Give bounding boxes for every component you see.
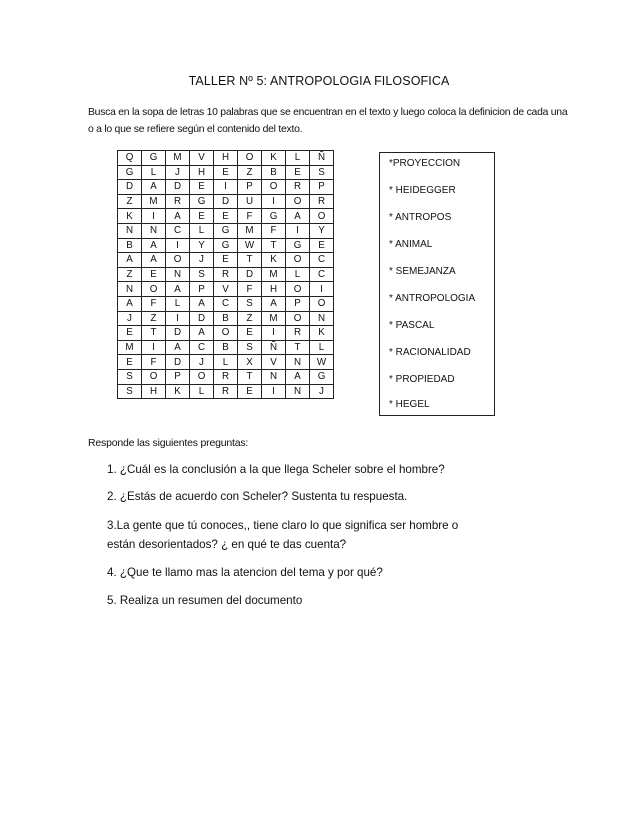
questions-heading: Responde las siguientes preguntas: — [88, 437, 249, 449]
grid-cell: Z — [142, 311, 166, 326]
grid-cell: A — [286, 369, 310, 384]
grid-cell: R — [310, 194, 334, 209]
grid-cell: H — [262, 282, 286, 297]
grid-cell: M — [262, 311, 286, 326]
grid-cell: S — [310, 165, 334, 180]
grid-cell: Z — [238, 165, 262, 180]
grid-cell: N — [118, 282, 142, 297]
grid-cell: D — [166, 355, 190, 370]
word-list-item: * ANTROPOLOGIA — [389, 293, 476, 304]
grid-row — [118, 311, 334, 326]
word-list-box — [379, 152, 495, 416]
grid-cell: L — [310, 340, 334, 355]
grid-cell: A — [166, 340, 190, 355]
grid-cell: D — [238, 267, 262, 282]
grid-cell: G — [142, 151, 166, 166]
grid-cell: I — [214, 180, 238, 195]
grid-row — [118, 180, 334, 195]
word-search-grid — [117, 150, 334, 399]
word-list-item: * RACIONALIDAD — [389, 347, 471, 358]
grid-cell: B — [262, 165, 286, 180]
grid-cell: P — [190, 282, 214, 297]
grid-row — [118, 326, 334, 341]
grid-cell: L — [286, 151, 310, 166]
grid-cell: F — [262, 223, 286, 238]
grid-cell: I — [166, 311, 190, 326]
grid-cell: P — [238, 180, 262, 195]
grid-cell: M — [118, 340, 142, 355]
grid-cell: M — [262, 267, 286, 282]
grid-cell: O — [214, 326, 238, 341]
grid-cell: A — [262, 296, 286, 311]
grid-row — [118, 296, 334, 311]
grid-row — [118, 384, 334, 399]
grid-cell: B — [118, 238, 142, 253]
grid-cell: T — [238, 369, 262, 384]
grid-cell: O — [166, 253, 190, 268]
grid-cell: I — [286, 223, 310, 238]
grid-cell: D — [118, 180, 142, 195]
grid-row — [118, 194, 334, 209]
grid-cell: K — [166, 384, 190, 399]
grid-cell: V — [214, 282, 238, 297]
grid-cell: W — [238, 238, 262, 253]
word-list-item: * HEGEL — [389, 399, 430, 410]
grid-cell: A — [142, 180, 166, 195]
grid-cell: A — [118, 296, 142, 311]
grid-cell: O — [142, 282, 166, 297]
grid-cell: J — [190, 253, 214, 268]
grid-cell: I — [142, 340, 166, 355]
grid-cell: Z — [238, 311, 262, 326]
grid-cell: A — [166, 209, 190, 224]
grid-cell: W — [310, 355, 334, 370]
grid-cell: G — [310, 369, 334, 384]
grid-cell: Z — [118, 194, 142, 209]
grid-cell: S — [238, 340, 262, 355]
grid-cell: F — [142, 355, 166, 370]
grid-cell: E — [190, 180, 214, 195]
grid-cell: O — [286, 253, 310, 268]
grid-cell: O — [238, 151, 262, 166]
grid-cell: E — [214, 253, 238, 268]
grid-cell: O — [262, 180, 286, 195]
grid-cell: G — [214, 223, 238, 238]
grid-cell: E — [142, 267, 166, 282]
grid-cell: B — [214, 340, 238, 355]
grid-cell: I — [262, 326, 286, 341]
grid-row — [118, 267, 334, 282]
grid-cell: U — [238, 194, 262, 209]
grid-cell: X — [238, 355, 262, 370]
word-list-item: * PASCAL — [389, 320, 435, 331]
grid-cell: I — [166, 238, 190, 253]
question-3: 3.La gente que tú conoces,, tiene claro lo que significa ser hombre o están desorientados? ¿ en qué te das cuenta? — [107, 519, 459, 551]
grid-cell: C — [214, 296, 238, 311]
grid-cell: E — [214, 209, 238, 224]
grid-cell: N — [310, 311, 334, 326]
word-list-item: * ANTROPOS — [389, 212, 452, 223]
question-4: 4. ¿Que te llamo mas la atencion del tema y por qué? — [107, 566, 383, 579]
grid-cell: P — [310, 180, 334, 195]
grid-cell: G — [286, 238, 310, 253]
grid-cell: C — [310, 267, 334, 282]
grid-cell: O — [286, 311, 310, 326]
grid-cell: T — [262, 238, 286, 253]
grid-cell: I — [142, 209, 166, 224]
grid-cell: T — [238, 253, 262, 268]
grid-cell: O — [190, 369, 214, 384]
grid-row — [118, 238, 334, 253]
grid-cell: F — [238, 282, 262, 297]
grid-cell: E — [238, 326, 262, 341]
grid-cell: R — [214, 384, 238, 399]
grid-cell: N — [142, 223, 166, 238]
grid-cell: Ñ — [310, 151, 334, 166]
grid-cell: J — [166, 165, 190, 180]
grid-cell: N — [262, 369, 286, 384]
word-list-item: * HEIDEGGER — [389, 185, 456, 196]
grid-cell: R — [286, 180, 310, 195]
grid-cell: D — [166, 326, 190, 341]
grid-cell: F — [238, 209, 262, 224]
grid-cell: O — [286, 194, 310, 209]
grid-row — [118, 355, 334, 370]
grid-cell: E — [118, 355, 142, 370]
grid-cell: L — [190, 223, 214, 238]
question-5: 5. Realiza un resumen del documento — [107, 594, 303, 607]
grid-cell: Ñ — [262, 340, 286, 355]
grid-cell: R — [166, 194, 190, 209]
grid-cell: G — [214, 238, 238, 253]
grid-cell: G — [190, 194, 214, 209]
grid-cell: Z — [118, 267, 142, 282]
grid-cell: E — [238, 384, 262, 399]
grid-cell: A — [142, 238, 166, 253]
grid-cell: I — [262, 384, 286, 399]
grid-row — [118, 340, 334, 355]
grid-cell: H — [214, 151, 238, 166]
grid-cell: J — [118, 311, 142, 326]
word-list-item: *PROYECCION — [389, 158, 461, 169]
grid-row — [118, 165, 334, 180]
grid-cell: T — [286, 340, 310, 355]
grid-cell: Q — [118, 151, 142, 166]
grid-cell: S — [118, 369, 142, 384]
grid-cell: F — [142, 296, 166, 311]
grid-cell: K — [262, 151, 286, 166]
grid-cell: I — [262, 194, 286, 209]
grid-cell: C — [310, 253, 334, 268]
grid-cell: E — [310, 238, 334, 253]
grid-cell: D — [214, 194, 238, 209]
grid-cell: O — [310, 296, 334, 311]
grid-cell: N — [166, 267, 190, 282]
grid-cell: R — [286, 326, 310, 341]
page-title: TALLER Nº 5: ANTROPOLOGIA FILOSOFICA — [188, 74, 450, 88]
grid-cell: C — [166, 223, 190, 238]
word-list-item: * PROPIEDAD — [389, 374, 455, 385]
grid-cell: S — [118, 384, 142, 399]
word-list-item: * SEMEJANZA — [389, 266, 456, 277]
grid-cell: H — [142, 384, 166, 399]
grid-cell: N — [286, 355, 310, 370]
grid-cell: Y — [310, 223, 334, 238]
question-1: 1. ¿Cuál es la conclusión a la que llega Scheler sobre el hombre? — [107, 463, 445, 476]
grid-cell: K — [262, 253, 286, 268]
grid-cell: P — [166, 369, 190, 384]
grid-cell: L — [142, 165, 166, 180]
grid-cell: A — [190, 326, 214, 341]
grid-cell: A — [166, 282, 190, 297]
grid-row — [118, 209, 334, 224]
grid-cell: R — [214, 369, 238, 384]
grid-cell: M — [238, 223, 262, 238]
grid-row — [118, 282, 334, 297]
grid-row — [118, 151, 334, 166]
grid-cell: A — [190, 296, 214, 311]
grid-cell: B — [214, 311, 238, 326]
grid-cell: T — [142, 326, 166, 341]
grid-cell: C — [190, 340, 214, 355]
question-2: 2. ¿Estás de acuerdo con Scheler? Sustenta tu respuesta. — [107, 490, 408, 503]
grid-cell: E — [190, 209, 214, 224]
grid-cell: V — [262, 355, 286, 370]
grid-cell: L — [190, 384, 214, 399]
grid-cell: G — [118, 165, 142, 180]
instructions-text: Busca en la sopa de letras 10 palabras que se encuentran en el texto y luego coloca la definicion de cada una o a lo que se refiere según el contenido del texto. — [88, 107, 568, 135]
grid-cell: A — [286, 209, 310, 224]
grid-cell: L — [214, 355, 238, 370]
grid-cell: K — [118, 209, 142, 224]
grid-cell: S — [238, 296, 262, 311]
grid-cell: O — [286, 282, 310, 297]
grid-cell: D — [190, 311, 214, 326]
grid-cell: I — [310, 282, 334, 297]
word-list-item: * ANIMAL — [389, 239, 433, 250]
grid-cell: D — [166, 180, 190, 195]
grid-cell: K — [310, 326, 334, 341]
grid-cell: E — [214, 165, 238, 180]
grid-cell: N — [286, 384, 310, 399]
grid-cell: M — [142, 194, 166, 209]
grid-cell: O — [310, 209, 334, 224]
grid-cell: L — [286, 267, 310, 282]
grid-cell: S — [190, 267, 214, 282]
grid-row — [118, 369, 334, 384]
grid-cell: E — [118, 326, 142, 341]
grid-cell: M — [166, 151, 190, 166]
grid-cell: E — [286, 165, 310, 180]
grid-cell: A — [142, 253, 166, 268]
grid-cell: O — [142, 369, 166, 384]
grid-cell: G — [262, 209, 286, 224]
grid-cell: J — [190, 355, 214, 370]
grid-cell: P — [286, 296, 310, 311]
grid-cell: L — [166, 296, 190, 311]
grid-row — [118, 253, 334, 268]
grid-cell: J — [310, 384, 334, 399]
grid-cell: Y — [190, 238, 214, 253]
grid-cell: N — [118, 223, 142, 238]
grid-row — [118, 223, 334, 238]
grid-cell: A — [118, 253, 142, 268]
grid-cell: R — [214, 267, 238, 282]
grid-cell: V — [190, 151, 214, 166]
grid-cell: H — [190, 165, 214, 180]
